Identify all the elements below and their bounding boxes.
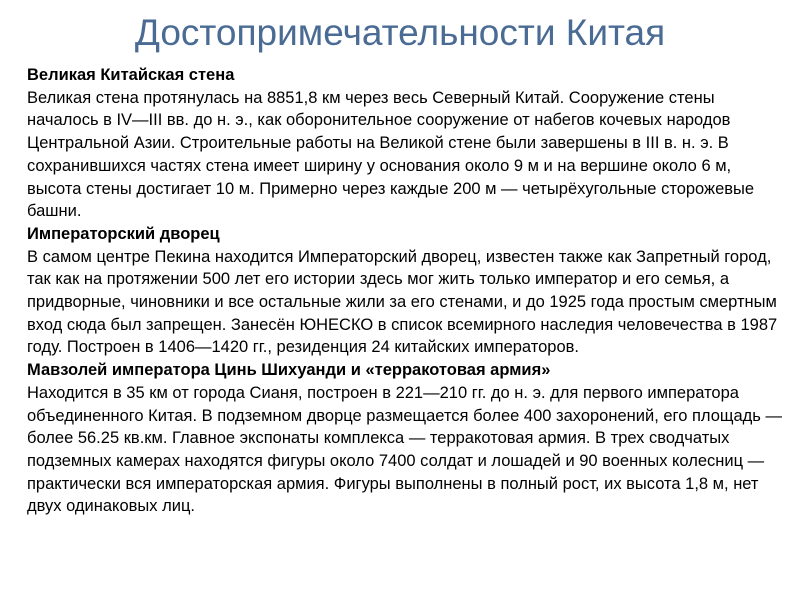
slide-title: Достопримечательности Китая [134,12,666,53]
slide-content [27,64,787,518]
section-body-great-wall: Великая стена протянулась на 8851,8 км через весь Северный Китай. Сооружение стены началось в IV—III вв. до н. э., как оборонительное сооружение от набегов кочевых народов Центральной Азии. Строительные работы на Великой стене были завершены в III в. н. э. В сохранившихся частях стена имеет ширину у основания около 9 м и на вершине около 6 м, высота стены достигает 10 м. Примерно через каждые 200 м — четырёхугольные сторожевые башни. [27,88,755,221]
section-body-mausoleum: Находится в 35 км от города Сианя, построен в 221—210 гг. до н. э. для первого императора объединенного Китая. В подземном дворце размещается более 400 захоронений, его площадь — более 56.25 кв.км. Главное экспонаты комплекса — терракотовая армия. В трех сводчатых подземных камерах находятся фигуры около 7400 солдат и лошадей и 90 военных колесниц — практически вся императорская армия. Фигуры выполнены в полный рост, их высота 1,8 м, нет двух одинаковых лиц. [27,383,782,516]
section-heading-imperial-palace: Императорский дворец [27,224,220,243]
section-heading-mausoleum: Мавзолей императора Цинь Шихуанди и «терракотовая армия» [27,361,551,380]
section-body-imperial-palace: В самом центре Пекина находится Императорский дворец, известен также как Запретный город, так как на протяжении 500 лет его истории здесь мог жить только император и его семья, а придворные, чиновники и все остальные жили за его стенами, и до 1925 года простым смертным вход сюда был запрещен. Занесён ЮНЕСКО в список всемирного наследия человечества в 1987 году. Построен в 1406—1420 гг., резиденция 24 китайских императоров. [27,247,778,357]
section-heading-great-wall: Великая Китайская стена [27,66,235,84]
